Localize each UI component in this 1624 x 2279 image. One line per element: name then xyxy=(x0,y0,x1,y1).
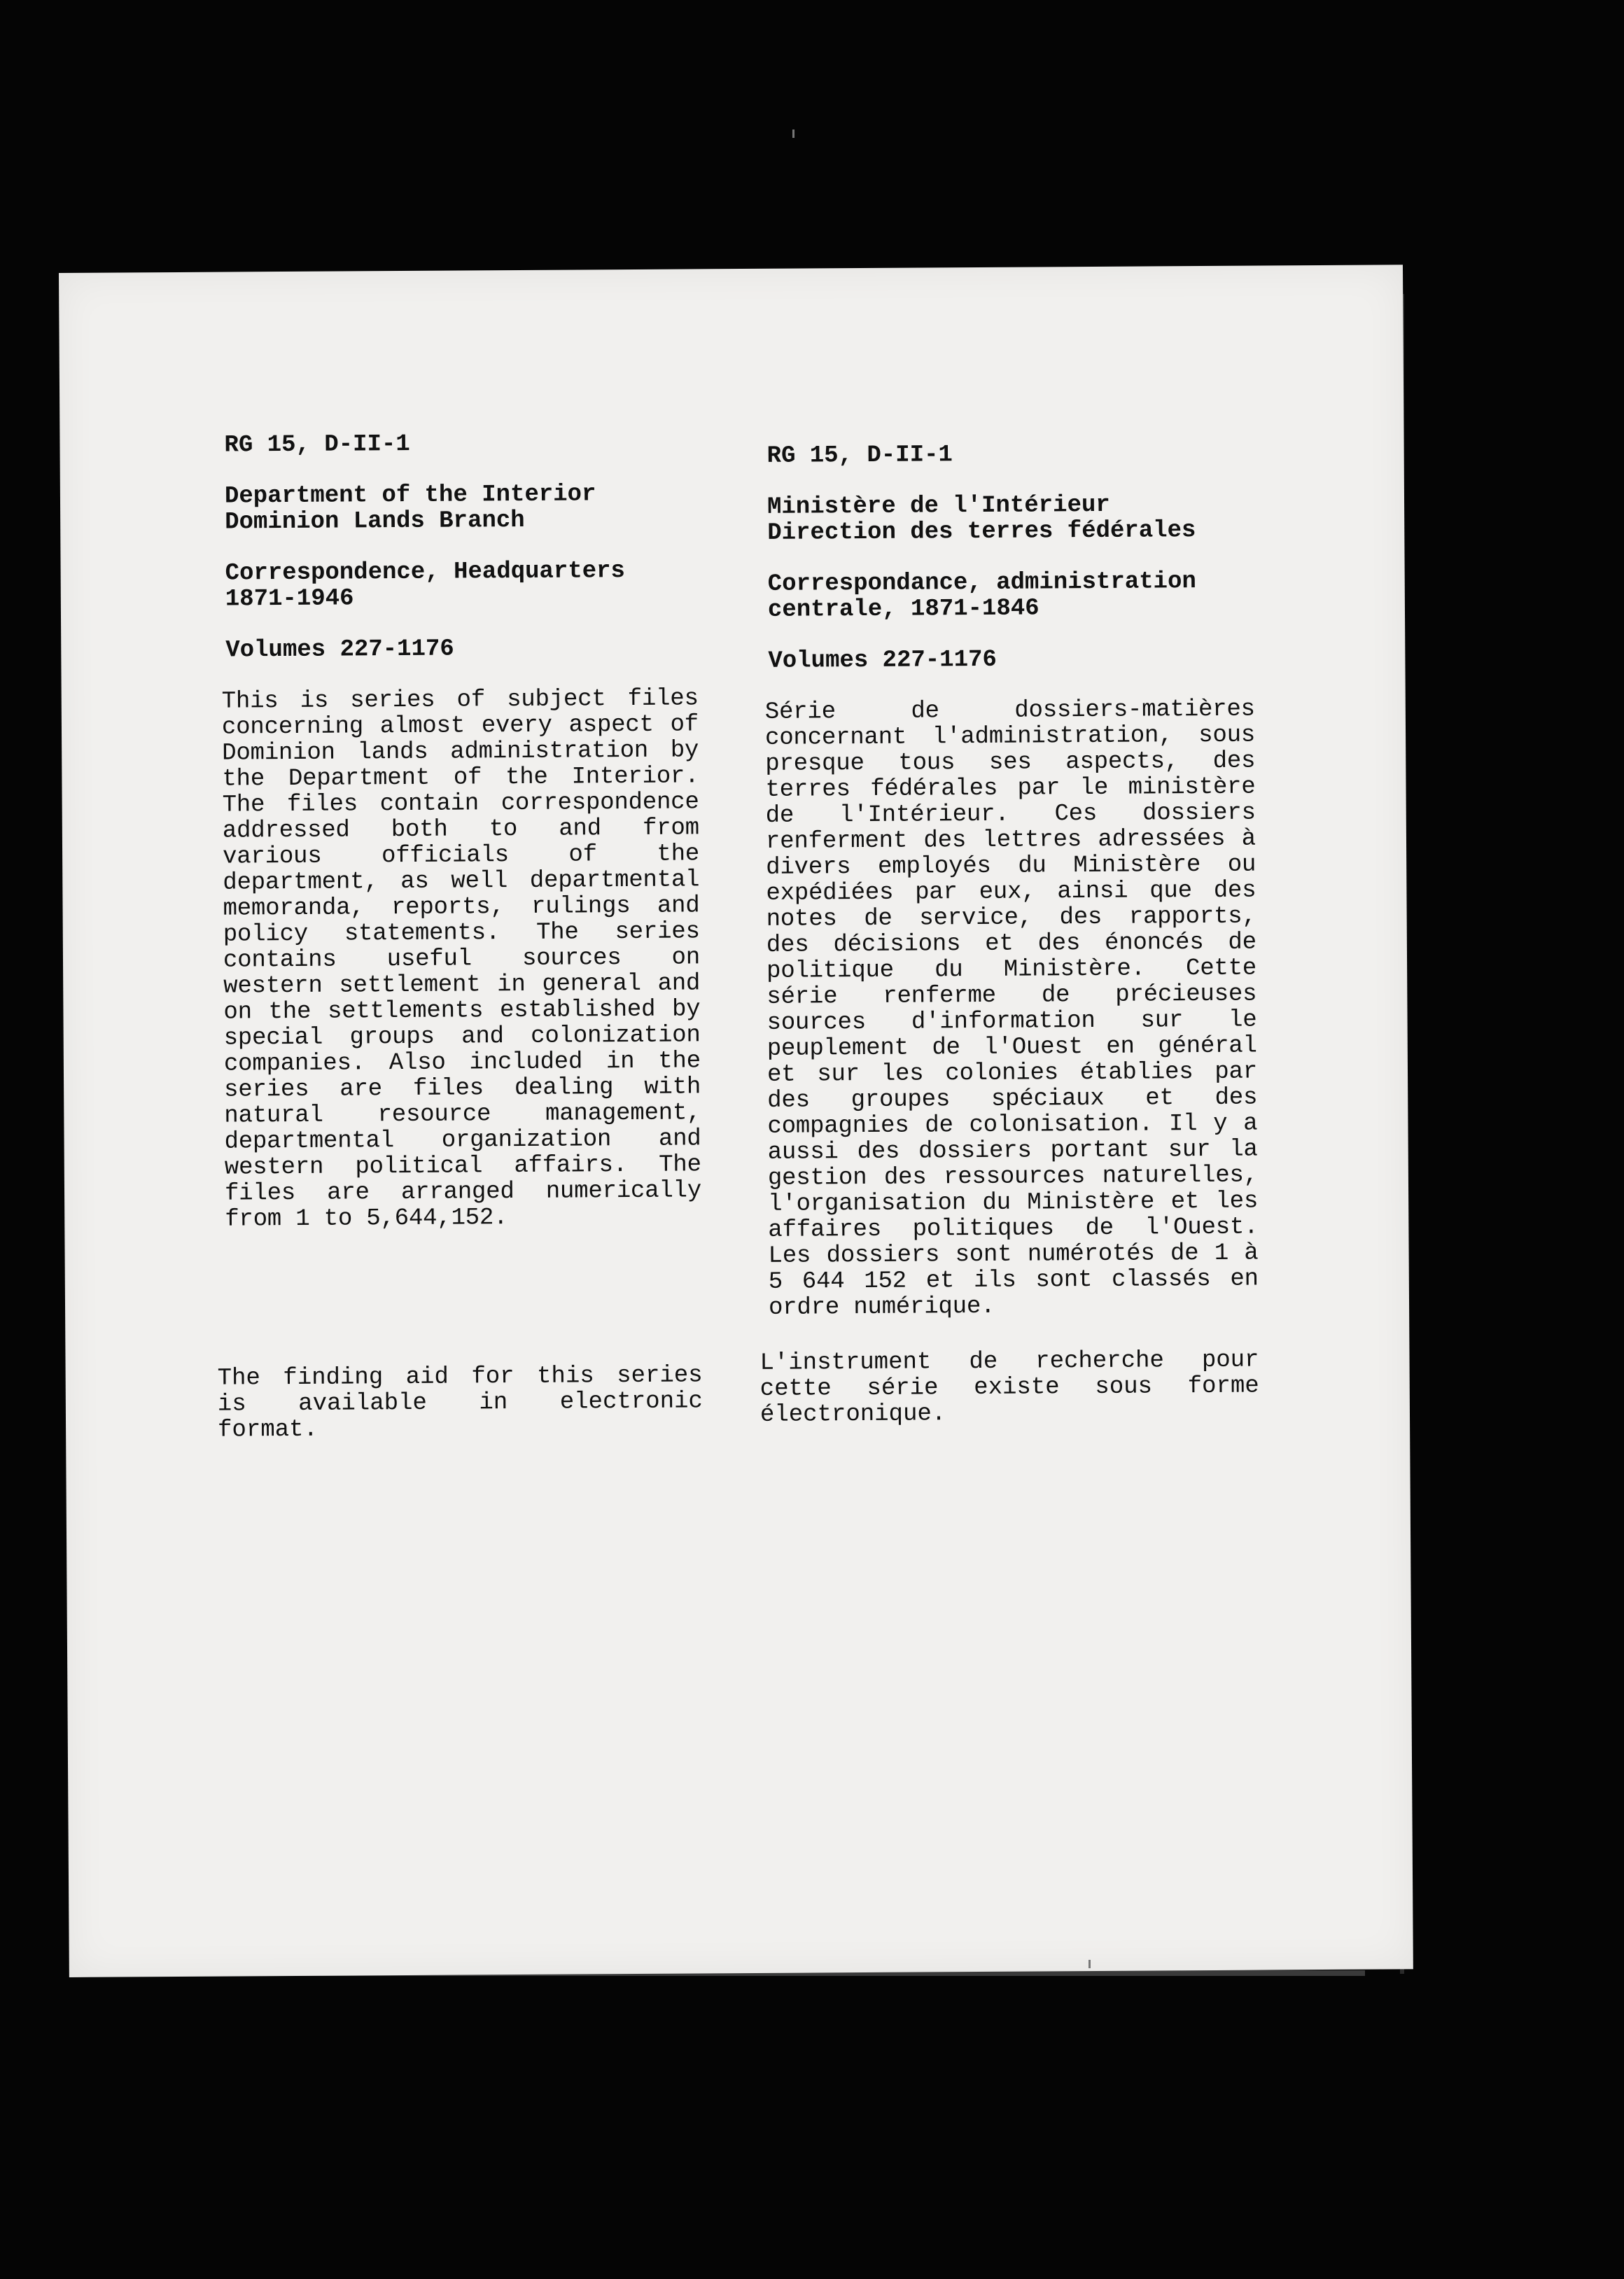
english-series-title-line: Correspondence, Headquarters xyxy=(225,558,626,587)
french-series-title-line: Correspondance, administration xyxy=(767,568,1196,598)
scan-speck xyxy=(1088,1960,1091,1968)
english-department-line: Department of the Interior xyxy=(224,481,596,510)
english-finding-aid-note: The finding aid for this series is available in electronic format. xyxy=(217,1362,703,1444)
english-reference: RG 15, D-II-1 xyxy=(224,430,410,459)
scan-speck xyxy=(792,129,794,138)
document-page xyxy=(59,265,1413,1977)
french-column xyxy=(760,441,1260,1429)
french-description: Série de dossiers-matières concernant l'administration, sous presque tous ses aspects, des terres fédérales par le ministère de l'Intérieur. Ces dossiers renferment des lettres adressées à divers employés du Ministère ou expédiées par eux, ainsi que des notes de service, des rapports, des décisions et des énoncés de politique du Ministère. Cette série renferme de précieuses sources d'information sur le peuplement de l'Ouest en général et sur les colonies établies par des groupes spéciaux et des compagnies de colonisation. Il y a aussi des dossiers portant sur la gestion des ressources naturelles, l'organisation du Ministère et les affaires politiques de l'Ouest. Les dossiers sont numérotés de 1 à 5 644 152 et ils sont classés en ordre numérique. xyxy=(764,696,1259,1321)
english-department-heading xyxy=(225,481,697,535)
french-department-line: Ministère de l'Intérieur xyxy=(766,491,1110,521)
english-description: This is series of subject files concerning almost every aspect of Dominion lands administration by the Department of the Interior. The files contain correspondence addressed both to and from various officials of the department, as well departmental memoranda, reports, rulings and policy statements. The series contains useful sources on western settlement in general and on the settlements established by special groups and colonization companies. Also included in the series are files dealing with natural resource management, departmental organization and western political affairs. The files are arranged numerically from 1 to 5,644,152. xyxy=(221,685,702,1233)
french-finding-aid-note: L'instrument de recherche pour cette série existe sous forme électronique. xyxy=(760,1347,1259,1429)
french-series-title xyxy=(768,569,1254,624)
english-column xyxy=(217,430,703,1444)
english-volumes: Volumes 227-1176 xyxy=(225,636,454,664)
french-branch-line: Direction des terres fédérales xyxy=(767,517,1196,547)
french-department-heading xyxy=(767,492,1254,547)
english-series-title xyxy=(225,558,698,612)
english-branch-line: Dominion Lands Branch xyxy=(225,507,525,536)
french-reference: RG 15, D-II-1 xyxy=(766,442,953,470)
french-series-dates: centrale, 1871-1846 xyxy=(767,595,1040,624)
english-series-dates: 1871-1946 xyxy=(225,585,354,613)
french-volumes: Volumes 227-1176 xyxy=(768,646,997,675)
